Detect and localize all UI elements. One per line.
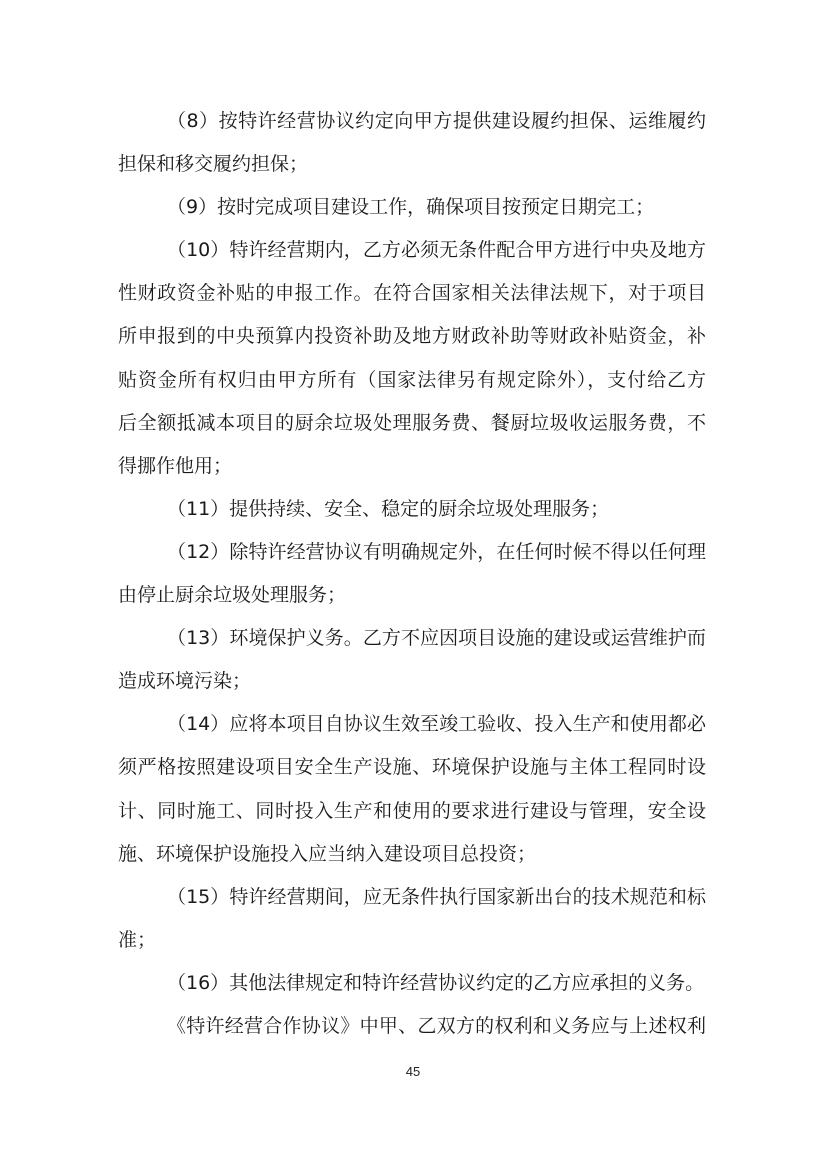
text-line: （9）按时完成项目建设工作，确保项目按预定日期完工； <box>167 196 655 219</box>
paragraph <box>118 882 706 968</box>
text-line: 后全额抵减本项目的厨余垃圾处理服务费、餐厨垃圾收运服务费，不 <box>118 411 706 434</box>
text-line: 由停止厨余垃圾处理服务； <box>118 584 347 607</box>
text-line: （11）提供持续、安全、稳定的厨余垃圾处理服务； <box>167 497 610 520</box>
text-line: 计、同时施工、同时投入生产和使用的要求进行建设与管理，安全设 <box>118 799 706 822</box>
text-line: （16）其他法律规定和特许经营协议约定的乙方应承担的义务。 <box>167 971 705 994</box>
paragraph <box>118 192 706 235</box>
text-line: （12）除特许经营协议有明确规定外，在任何时候不得以任何理 <box>167 540 706 563</box>
paragraph <box>118 537 706 623</box>
paragraph <box>118 106 706 192</box>
text-line: 得挪作他用； <box>118 454 233 477</box>
text-line: 担保和移交履约担保； <box>118 153 309 176</box>
paragraph <box>118 623 706 709</box>
paragraph <box>118 494 706 537</box>
paragraph <box>118 709 706 881</box>
text-line: （15）特许经营期间，应无条件执行国家新出台的技术规范和标 <box>167 885 706 908</box>
text-line: （14）应将本项目自协议生效至竣工验收、投入生产和使用都必 <box>167 713 706 736</box>
text-line: 须严格按照建设项目安全生产设施、环境保护设施与主体工程同时设 <box>118 756 706 779</box>
document-body <box>118 106 706 1054</box>
paragraph <box>118 968 706 1011</box>
text-line: 所申报到的中央预算内投资补助及地方财政补助等财政补贴资金，补 <box>118 325 706 348</box>
text-line: （10）特许经营期内，乙方必须无条件配合甲方进行中央及地方 <box>167 239 706 262</box>
text-line: （13）环境保护义务。乙方不应因项目设施的建设或运营维护而 <box>167 627 706 650</box>
text-line: 《特许经营合作协议》中甲、乙双方的权利和义务应与上述权利 <box>167 1014 706 1037</box>
text-line: 造成环境污染； <box>118 670 252 693</box>
text-line: （8）按特许经营协议约定向甲方提供建设履约担保、运维履约 <box>167 110 706 132</box>
text-line: 贴资金所有权归由甲方所有（国家法律另有规定除外），支付给乙方 <box>118 368 706 391</box>
text-line: 性财政资金补贴的申报工作。在符合国家相关法律法规下，对于项目 <box>118 282 706 305</box>
paragraph <box>118 1011 706 1054</box>
text-line: 准； <box>118 928 157 951</box>
paragraph <box>118 235 706 494</box>
text-line: 施、环境保护设施投入应当纳入建设项目总投资； <box>118 842 537 865</box>
page-number: 45 <box>405 1064 421 1079</box>
